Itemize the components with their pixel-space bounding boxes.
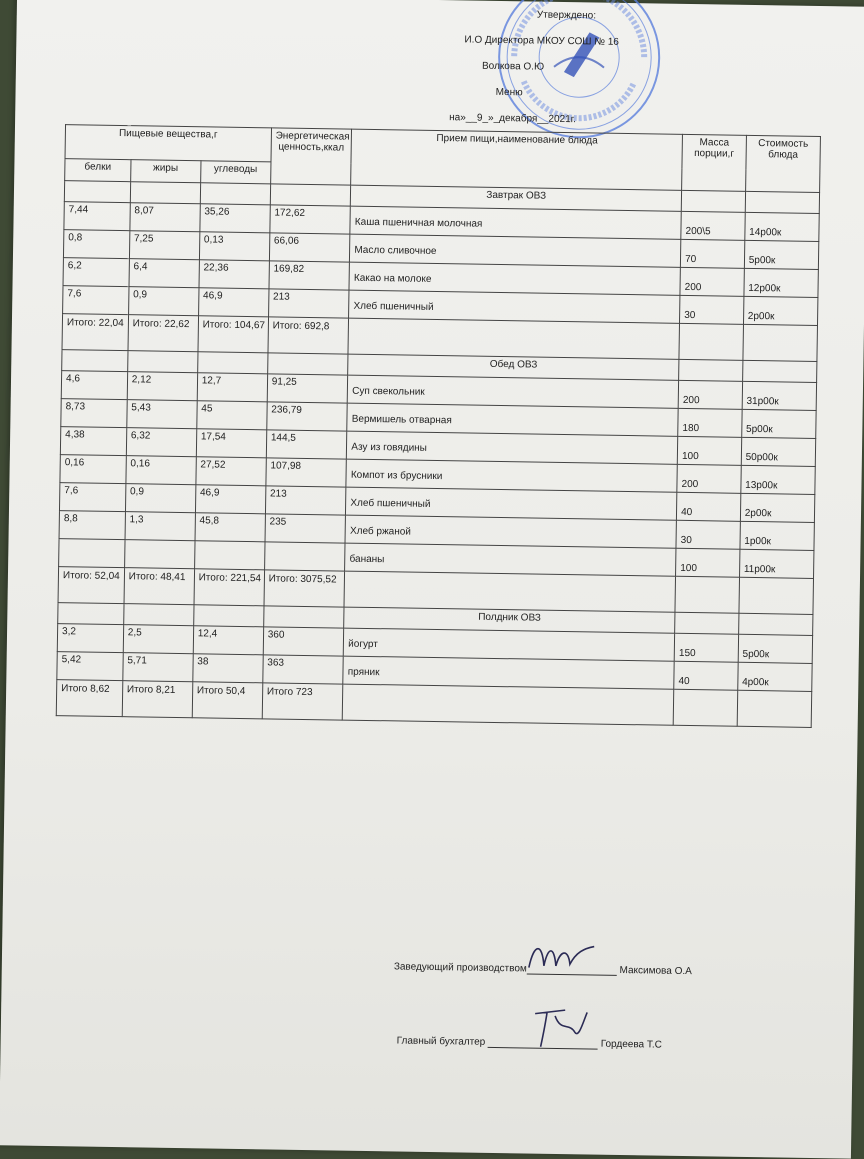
energy-cell [264, 542, 345, 571]
mass-cell: 200\5 [681, 211, 745, 240]
cost-cell: 12р00к [744, 268, 819, 297]
cost-cell: 11р00к [739, 549, 814, 578]
fat-cell [124, 540, 194, 569]
nutrients-header: Пищевые вещества,г [65, 125, 271, 162]
protein-header: белки [65, 159, 131, 182]
energy-cell: 213 [268, 289, 349, 318]
carbs-header: углеводы [200, 161, 270, 184]
mass-cell: 70 [681, 239, 745, 268]
mass-cell: 200 [680, 267, 744, 296]
fat-cell: 2,5 [123, 625, 193, 654]
protein-cell: 7,6 [59, 483, 125, 512]
mass-cell: 200 [677, 464, 741, 493]
production-label: Заведующий производством [393, 961, 527, 975]
energy-header: Энергетическая ценность,ккал [270, 128, 351, 185]
fat-header: жиры [130, 160, 200, 183]
carbs-cell: 0,13 [199, 232, 269, 261]
fat-total: Итого: 22,62 [128, 315, 199, 352]
cost-cell: 31р00к [742, 381, 817, 410]
energy-cell: 66,06 [269, 233, 350, 262]
energy-cell: 172,62 [270, 205, 351, 234]
protein-cell: 3,2 [57, 624, 123, 653]
mass-cell: 30 [680, 295, 744, 324]
accountant-label: Главный бухгалтер [396, 1035, 486, 1048]
accountant-signature [397, 1035, 662, 1050]
energy-cell: 107,98 [266, 458, 347, 487]
menu-date: на»__9_»_декабря__2021г. [449, 112, 577, 126]
dish-cell: Вермишель отварная [347, 403, 678, 436]
dish-cell: Суп свекольник [348, 375, 679, 408]
carbs-cell: 27,52 [196, 457, 266, 486]
fat-cell: 5,43 [127, 400, 197, 429]
protein-cell [59, 539, 125, 568]
protein-cell: 8,73 [61, 399, 127, 428]
menu-title: Меню [495, 86, 523, 99]
energy-cell: 360 [263, 627, 344, 656]
protein-cell: 6,2 [63, 258, 129, 287]
cost-cell: 5р00к [738, 634, 813, 663]
carbs-cell: 45,8 [195, 513, 265, 542]
mass-cell: 100 [677, 436, 741, 465]
dish-cell: Какао на молоке [349, 262, 680, 295]
production-name: Максимова О.А [619, 964, 692, 978]
approved-label: Утверждено: [536, 9, 597, 22]
carbs-cell: 38 [193, 654, 263, 683]
energy-total: Итого: 692,8 [268, 317, 349, 354]
menu-body [56, 181, 819, 728]
cost-header: Стоимость блюда [745, 135, 820, 192]
dish-cell: Хлеб ржаной [345, 515, 676, 548]
director-name: Волкова О.Ю [481, 60, 545, 73]
dish-cell: Каша пшеничная молочная [350, 206, 681, 239]
fat-total: Итого 8,21 [122, 681, 193, 718]
cost-cell: 2р00к [740, 493, 815, 522]
production-signature [394, 961, 692, 977]
handwritten-signature [524, 937, 605, 978]
carbs-total: Итого: 104,67 [198, 316, 269, 353]
dish-cell: Азу из говядины [347, 431, 678, 464]
carbs-total: Итого 50,4 [192, 682, 263, 719]
dish-cell: йогурт [344, 628, 675, 661]
carbs-cell: 35,26 [200, 204, 270, 233]
protein-total: Итого: 52,04 [58, 567, 124, 604]
fat-cell: 0,9 [125, 484, 195, 513]
mass-cell: 40 [677, 492, 741, 521]
mass-header: Масса порции,г [682, 134, 746, 191]
dish-cell: бананы [345, 543, 676, 576]
mass-cell: 100 [676, 548, 740, 577]
accountant-name: Гордеева Т.С [600, 1038, 663, 1051]
fat-cell: 6,4 [129, 259, 199, 288]
energy-total: Итого: 3075,52 [264, 570, 345, 607]
cost-cell: 50р00к [741, 437, 816, 466]
dish-cell: Компот из брусники [346, 459, 677, 492]
protein-cell: 0,16 [60, 455, 126, 484]
cost-cell: 13р00к [741, 465, 816, 494]
fat-cell: 7,25 [129, 231, 199, 260]
mass-cell: 40 [674, 661, 738, 690]
carbs-cell [194, 541, 264, 570]
energy-cell: 169,82 [269, 261, 350, 290]
carbs-cell: 46,9 [198, 288, 268, 317]
protein-cell: 5,42 [57, 652, 123, 681]
cost-cell: 14р00к [745, 212, 820, 241]
fat-cell: 6,32 [126, 428, 196, 457]
mass-cell: 30 [676, 520, 740, 549]
protein-cell: 4,38 [60, 427, 126, 456]
energy-cell: 235 [265, 514, 346, 543]
carbs-cell: 46,9 [195, 485, 265, 514]
carbs-cell: 12,7 [197, 373, 267, 402]
fat-cell: 8,07 [130, 203, 200, 232]
cost-cell: 5р00к [744, 240, 819, 269]
carbs-cell: 17,54 [196, 429, 266, 458]
energy-total: Итого 723 [262, 683, 343, 720]
director-line: И.О Директора МКОУ СОШ № 16 [464, 34, 620, 48]
section-title: Полдник ОВЗ [344, 607, 675, 633]
fat-cell: 2,12 [127, 372, 197, 401]
menu-table [56, 124, 821, 728]
mass-cell: 180 [678, 408, 742, 437]
energy-cell: 91,25 [267, 374, 348, 403]
energy-cell: 236,79 [266, 402, 347, 431]
energy-cell: 213 [265, 486, 346, 515]
protein-total: Итого 8,62 [56, 680, 122, 717]
carbs-cell: 22,36 [199, 260, 269, 289]
protein-total: Итого: 22,04 [62, 314, 128, 351]
protein-cell: 7,6 [63, 286, 129, 315]
section-title: Завтрак ОВЗ [351, 185, 682, 211]
cost-cell: 5р00к [741, 409, 816, 438]
dish-cell: Масло сливочное [350, 234, 681, 267]
dish-cell: Хлеб пшеничный [346, 487, 677, 520]
handwritten-signature [525, 1001, 596, 1052]
fat-cell: 0,9 [128, 287, 198, 316]
meal-header: Прием пищи,наименование блюда [351, 129, 683, 190]
carbs-cell: 12,4 [193, 626, 263, 655]
mass-cell: 150 [674, 633, 738, 662]
cost-cell: 2р00к [743, 296, 818, 325]
fat-cell: 5,71 [123, 653, 193, 682]
dish-cell: пряник [343, 656, 674, 689]
fat-total: Итого: 48,41 [124, 568, 195, 605]
protein-cell: 0,8 [63, 230, 129, 259]
carbs-cell: 45 [197, 401, 267, 430]
energy-cell: 144,5 [266, 430, 347, 459]
section-title: Обед ОВЗ [348, 354, 679, 380]
protein-cell: 8,8 [59, 511, 125, 540]
dish-cell: Хлеб пшеничный [349, 290, 680, 323]
energy-cell: 363 [263, 655, 344, 684]
cost-cell: 1р00к [740, 521, 815, 550]
carbs-total: Итого: 221,54 [194, 569, 265, 606]
cost-cell: 4р00к [737, 662, 812, 691]
fat-cell: 0,16 [126, 456, 196, 485]
protein-cell: 7,44 [64, 202, 130, 231]
mass-cell: 200 [678, 380, 742, 409]
protein-cell: 4,6 [61, 371, 127, 400]
fat-cell: 1,3 [125, 512, 195, 541]
